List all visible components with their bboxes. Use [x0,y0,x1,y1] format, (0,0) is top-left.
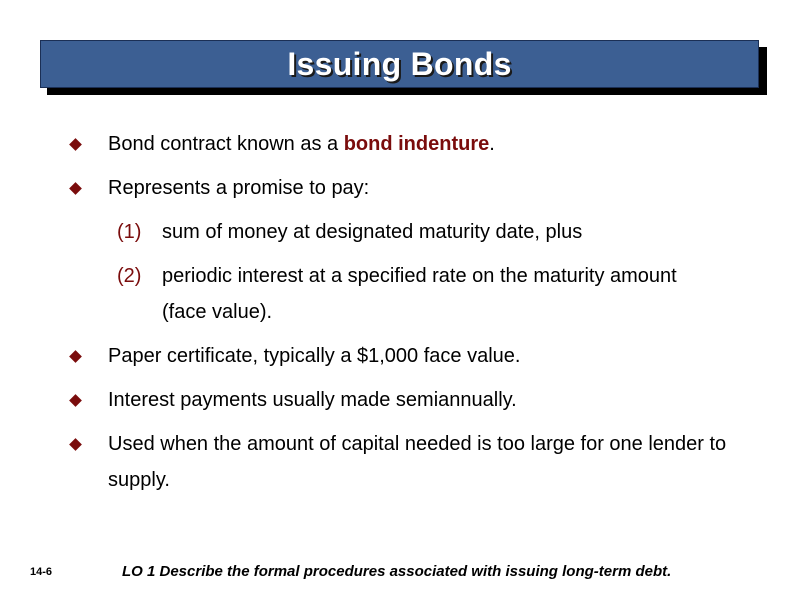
diamond-bullet-icon [66,338,108,374]
learning-objective: LO 1 Describe the formal procedures associated with issuing long-term debt. [122,563,672,580]
bullet-text [108,126,766,162]
bullet-item [66,170,766,206]
bullet-item [66,426,766,498]
bullet-item [66,382,766,418]
bond-indenture-term: bond indenture [343,133,490,155]
bullet-text: Represents a promise to pay: [108,177,370,199]
sub-item-number: (1) [117,221,142,243]
sub-item [117,214,766,250]
slide-content [66,126,766,506]
diamond-bullet-icon [66,170,108,206]
bullet-text: Used when the amount of capital needed is too large for one lender to supply. [108,433,727,491]
bullet-text: Paper certificate, typically a $1,000 face value. [108,345,521,367]
diamond-bullet-icon [66,126,108,162]
bullet-text-prefix: Bond contract known as a [108,133,344,155]
bullet-item [66,338,766,374]
bullet-text-suffix: . [489,133,495,155]
sub-item-number: (2) [117,265,142,287]
diamond-bullet-icon [66,382,108,418]
sub-item [117,258,766,330]
bullet-item [66,126,766,162]
title-bar [40,40,759,88]
sub-item-text: sum of money at designated maturity date, plus [162,221,583,243]
sub-item-text: periodic interest at a specified rate on the maturity amount (face value). [162,265,677,323]
slide-title: Issuing Bonds [287,45,512,82]
slide-number: 14-6 [30,566,53,578]
bullet-text: Interest payments usually made semiannually. [108,389,517,411]
diamond-bullet-icon [66,426,108,462]
